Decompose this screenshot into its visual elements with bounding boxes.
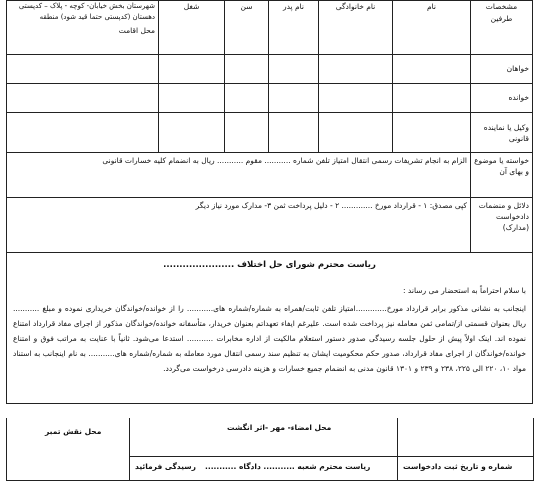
col-age: سن bbox=[225, 1, 269, 55]
lawyer-job[interactable] bbox=[159, 113, 225, 153]
court-head-label: ریاست محترم شعبه ........... دادگاه ........... bbox=[205, 462, 371, 471]
request-row bbox=[7, 153, 533, 198]
col-father: نام پدر bbox=[269, 1, 319, 55]
footer-divider-right bbox=[397, 418, 398, 480]
signature-label: محل امضاء- مهر -اثر انگشت bbox=[227, 423, 332, 432]
defendant-family[interactable] bbox=[319, 84, 393, 113]
plaintiff-job[interactable] bbox=[159, 55, 225, 84]
body-greeting: با سلام احتراماً به استحضار می رساند : bbox=[403, 286, 526, 295]
request-text[interactable]: الزام به انجام تشریفات رسمی انتقال امتیاز تلفن شماره ........... مقوم ........... ریال به انضمام کلیه خسارات قانونی bbox=[7, 153, 471, 198]
col-name: نام bbox=[393, 1, 471, 55]
plaintiff-father[interactable] bbox=[269, 55, 319, 84]
evidence-text[interactable]: کپی مصدق: ۱ - قرارداد مورخ ............. ۲ - دلیل پرداخت ثمن ۳- مدارک مورد نیاز دیگر bbox=[7, 198, 471, 253]
defendant-row bbox=[7, 84, 533, 113]
lawyer-father[interactable] bbox=[269, 113, 319, 153]
lawyer-residence[interactable] bbox=[7, 113, 159, 153]
defendant-name[interactable] bbox=[393, 84, 471, 113]
defendant-job[interactable] bbox=[159, 84, 225, 113]
defendant-residence[interactable] bbox=[7, 84, 159, 113]
plaintiff-family[interactable] bbox=[319, 55, 393, 84]
col-family: نام خانوادگی bbox=[319, 1, 393, 55]
footer-divider-mid bbox=[129, 456, 533, 457]
review-label: رسیدگی فرمائید bbox=[135, 462, 196, 471]
defendant-age[interactable] bbox=[225, 84, 269, 113]
defendant-label: خوانده bbox=[471, 84, 533, 113]
plaintiff-name[interactable] bbox=[393, 55, 471, 84]
petition-body bbox=[7, 253, 533, 404]
body-row bbox=[7, 253, 533, 404]
plaintiff-residence[interactable] bbox=[7, 55, 159, 84]
residence-title: محل اقامت bbox=[118, 26, 155, 35]
plaintiff-label: خواهان bbox=[471, 55, 533, 84]
parties-table bbox=[6, 0, 533, 404]
lawyer-label: وکیل یا نماینده قانونی bbox=[471, 113, 533, 153]
plaintiff-age[interactable] bbox=[225, 55, 269, 84]
body-title: ریاست محترم شورای حل اختلاف ...................... bbox=[163, 260, 376, 270]
lawyer-name[interactable] bbox=[393, 113, 471, 153]
lawyer-row bbox=[7, 113, 533, 153]
col-residence bbox=[7, 1, 159, 55]
evidence-row bbox=[7, 198, 533, 253]
defendant-father[interactable] bbox=[269, 84, 319, 113]
registration-label: شماره و تاریخ ثبت دادخواست bbox=[403, 462, 513, 471]
footer-divider-left bbox=[129, 418, 130, 480]
body-paragraph: اینجانب به نشانی مذکور برابر قرارداد مورخ.............امتیاز تلفن ثابت/همراه به شماره/شماره های........... را از خوانده/خواندگان خریداری نموده و مبلغ ........... ریال بعنوان قسمتی از/تمامی ثمن معامله نیز پرداخت شده است. علیرغم ایفاء تعهداتم بعنوان خریدار، متأسفانه خوانده/خواندگان مذکور از اجرای مفاد قرارداد امتناع نموده اند. اینک اولاً پیش از حلول جلسه رسیدگی صدور دستور استعلام مالکیت از اداره مخابرات ........... استدعا می‌شود. ثانیاً با عنایت به مراتب فوق و امتناع خوانده/خواندگان از اجرای مفاد قرارداد، صدور حکم محکومیت ایشان به تنظیم سند رسمی انتقال مورد معامله به شماره/شماره های........... به نام اینجانب به استناد مواد ۱۰، ۲۲۰ الی ۲۲۵، ۲۳۸ و ۲۳۹ و ۱۳۰۱ قانون مدنی به انضمام جمیع خسارات و هزینه دادرسی درخواست می‌گردد. bbox=[13, 304, 526, 373]
lawyer-family[interactable] bbox=[319, 113, 393, 153]
evidence-label: دلائل و منضمات دادخواست (مدارک) bbox=[471, 198, 533, 253]
col-parties: مشخصات طرفین bbox=[471, 1, 533, 55]
footer-section bbox=[6, 418, 534, 481]
stamp-label: محل نقش تمبر bbox=[45, 427, 102, 436]
header-row bbox=[7, 1, 533, 55]
request-label: خواسته یا موضوع و بهای آن bbox=[471, 153, 533, 198]
plaintiff-row bbox=[7, 55, 533, 84]
lawyer-age[interactable] bbox=[225, 113, 269, 153]
residence-detail: شهرستان بخش خیابان- کوچه - پلاک – کدپستی دهستان (کدپستی حتما قید شود) منطقه bbox=[18, 2, 155, 21]
col-job: شغل bbox=[159, 1, 225, 55]
